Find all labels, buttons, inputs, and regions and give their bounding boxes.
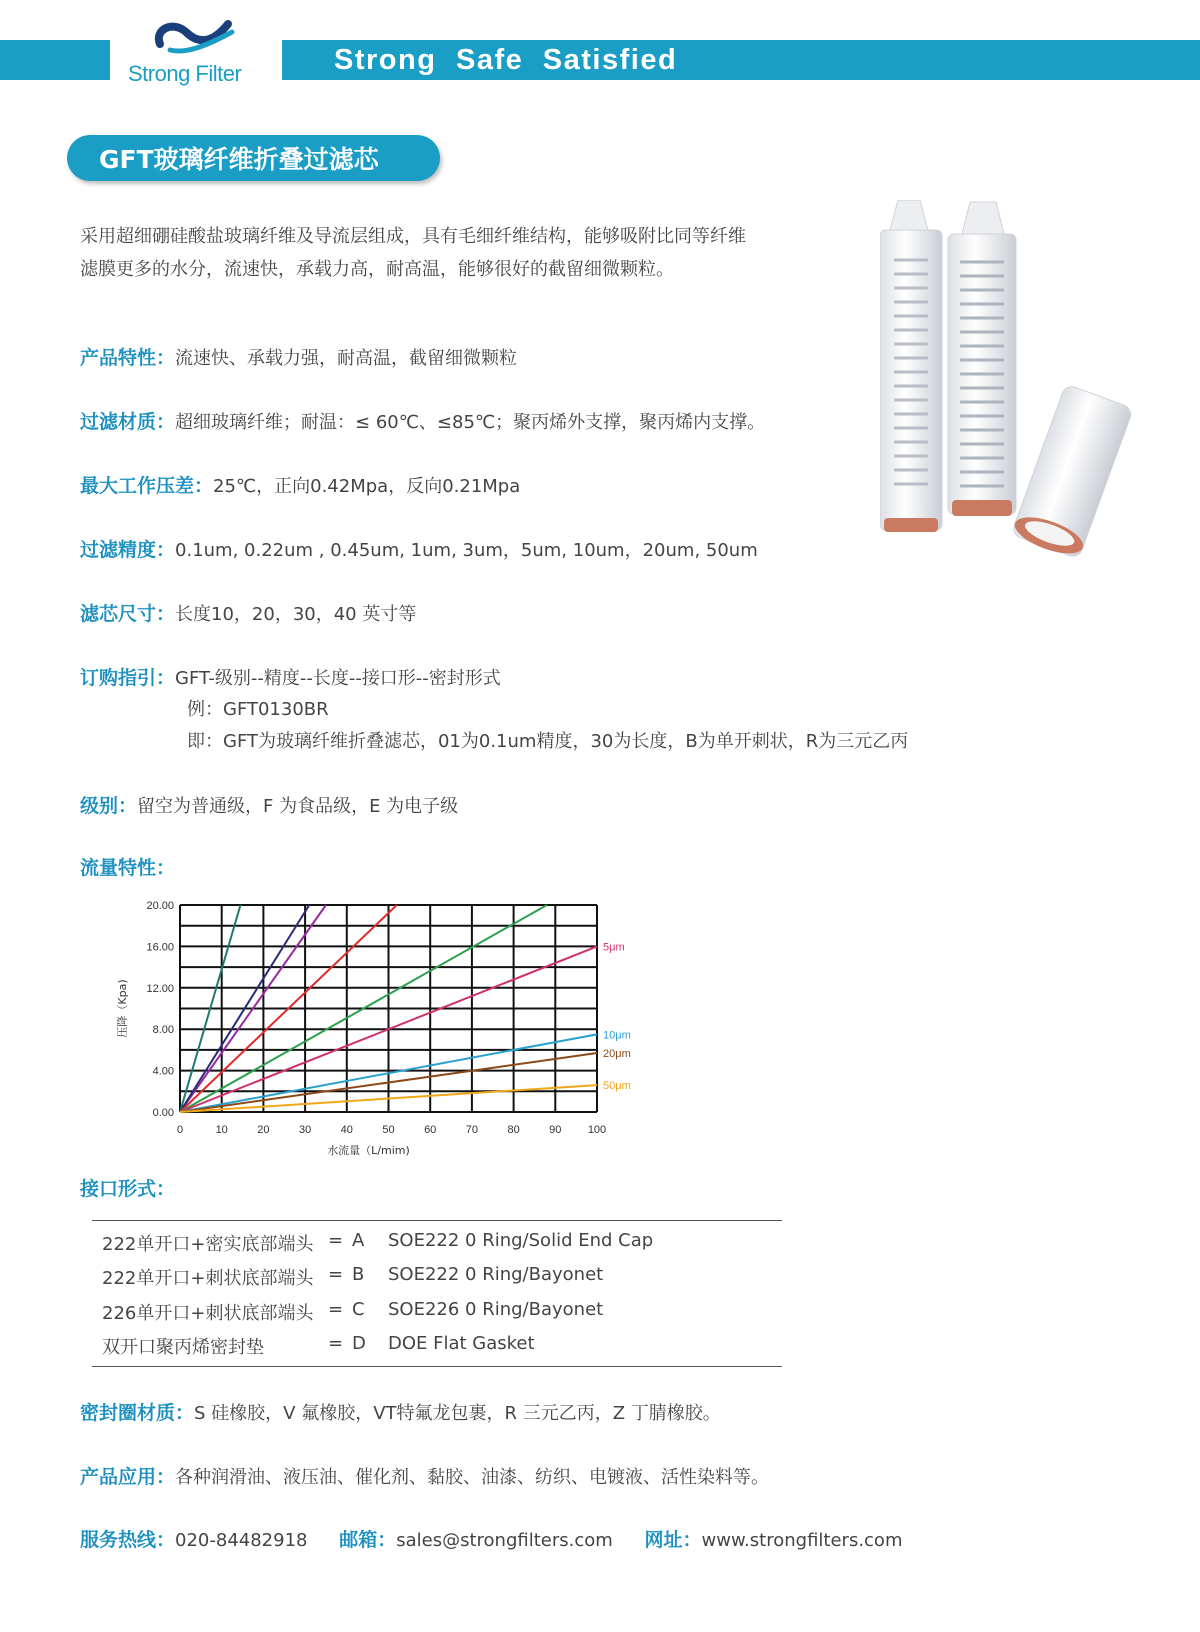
seal-label: 密封圈材质： <box>80 1402 195 1424</box>
features-row <box>80 343 517 370</box>
pressure-value: 25℃，正向0.42Mpa，反向0.21Mpa <box>213 476 521 497</box>
seal-row <box>80 1398 721 1425</box>
series-label: 10μm <box>603 1029 631 1042</box>
x-tick-label: 90 <box>549 1124 562 1136</box>
interface-en: SOE222 0 Ring/Solid End Cap <box>388 1230 654 1251</box>
filter-cartridge-image <box>880 200 1150 570</box>
interface-cn: 双开口聚丙烯密封垫 <box>102 1337 264 1358</box>
y-tick-label: 20.00 <box>146 900 174 912</box>
order-value: GFT-级别--精度--长度--接口形--密封形式 <box>175 668 501 689</box>
flow-chart <box>112 900 672 1210</box>
order-explain: 即：GFT为玻璃纤维折叠滤芯，01为0.1um精度，30为长度，B为单开刺状，R为三元乙丙 <box>187 731 909 752</box>
interface-eq: = <box>328 1299 344 1320</box>
y-tick-label: 12.00 <box>146 982 174 995</box>
interface-cn: 222单开口+密实底部端头 <box>102 1234 314 1255</box>
x-tick-label: 100 <box>587 1124 607 1136</box>
x-tick-label: 20 <box>257 1124 270 1136</box>
order-label: 订购指引： <box>80 667 176 689</box>
y-axis-label: 压降（Kpa) <box>116 979 129 1038</box>
series-label: 50μm <box>603 1080 631 1093</box>
y-tick-label: 4.00 <box>152 1065 174 1078</box>
interface-cn: 226单开口+刺状底部端头 <box>102 1303 314 1324</box>
x-tick-label: 10 <box>215 1124 228 1136</box>
size-row <box>80 599 416 626</box>
phone-value[interactable]: 020-84482918 <box>175 1530 308 1551</box>
grade-label: 级别： <box>80 795 138 817</box>
features-label: 产品特性： <box>80 347 176 369</box>
x-tick-label: 70 <box>465 1124 479 1136</box>
interface-code: D <box>352 1333 366 1354</box>
interface-eq: = <box>328 1264 344 1285</box>
header-band <box>282 40 1200 80</box>
material-row <box>80 407 765 434</box>
interface-eq: = <box>328 1230 344 1251</box>
size-value: 长度10，20，30，40 英寸等 <box>175 604 417 625</box>
email-link[interactable]: sales@strongfilters.com <box>396 1530 613 1551</box>
series-label: 20μm <box>603 1048 631 1061</box>
precision-label: 过滤精度： <box>80 539 176 561</box>
material-label: 过滤材质： <box>80 411 176 433</box>
brand-logo[interactable] <box>128 14 268 90</box>
interface-en: SOE226 0 Ring/Bayonet <box>388 1299 604 1320</box>
pressure-label: 最大工作压差： <box>80 475 214 497</box>
interface-en: DOE Flat Gasket <box>388 1333 535 1354</box>
table-bottom-rule <box>92 1366 782 1367</box>
phone-label: 服务热线： <box>80 1529 176 1551</box>
order-row <box>80 663 501 690</box>
features-value: 流速快、承载力强，耐高温，截留细微颗粒 <box>175 348 518 369</box>
y-tick-label: 16.00 <box>146 941 174 954</box>
seal-value: S 硅橡胶，V 氟橡胶，VT特氟龙包裹，R 三元乙丙，Z 丁腈橡胶。 <box>194 1403 721 1424</box>
order-example: 例：GFT0130BR <box>187 699 329 720</box>
table-top-rule <box>92 1220 782 1221</box>
interface-code: C <box>352 1299 365 1320</box>
x-axis-label: 水流量（L/mim) <box>327 1144 410 1157</box>
precision-row <box>80 535 758 562</box>
size-label: 滤芯尺寸： <box>80 603 176 625</box>
x-tick-label: 30 <box>298 1124 312 1136</box>
material-value: 超细玻璃纤维；耐温：≤ 60℃、≤85℃；聚丙烯外支撑，聚丙烯内支撑。 <box>175 412 766 433</box>
tagline: Strong Safe Satisfied <box>334 43 678 76</box>
web-link[interactable]: www.strongfilters.com <box>701 1530 903 1551</box>
x-tick-label: 0 <box>176 1124 184 1136</box>
contact-row <box>80 1525 902 1552</box>
x-tick-label: 60 <box>424 1124 437 1136</box>
interface-cn: 222单开口+刺状底部端头 <box>102 1268 314 1289</box>
interface-eq: = <box>328 1333 344 1354</box>
y-tick-label: 8.00 <box>152 1024 174 1037</box>
x-tick-label: 80 <box>507 1124 520 1136</box>
pressure-row <box>80 471 520 498</box>
interface-en: SOE222 0 Ring/Bayonet <box>388 1264 604 1285</box>
email-label: 邮箱： <box>339 1529 397 1551</box>
logo-swirl-icon <box>150 14 240 58</box>
y-tick-label: 0.00 <box>152 1107 174 1119</box>
interface-section-label: 接口形式： <box>80 1178 176 1200</box>
x-tick-label: 40 <box>340 1124 353 1136</box>
intro-paragraph: 采用超细硼硅酸盐玻璃纤维及导流层组成，具有毛细纤维结构，能够吸附比同等纤维滤膜更多的水分，流速快，承载力高，耐高温，能够很好的截留细微颗粒。 <box>80 226 746 280</box>
flow-section-label: 流量特性： <box>80 857 176 879</box>
application-value: 各种润滑油、液压油、催化剂、黏胶、油漆、纺织、电镀液、活性染料等。 <box>175 1467 770 1488</box>
series-label: 5μm <box>603 941 625 954</box>
precision-value: 0.1um, 0.22um , 0.45um, 1um, 3um，5um, 10um，20um, 50um <box>175 540 758 561</box>
grade-row <box>80 791 458 818</box>
brand-name: Strong Filter <box>128 61 242 86</box>
x-tick-label: 50 <box>382 1124 395 1136</box>
interface-code: B <box>352 1264 365 1285</box>
header-band-left <box>0 40 110 80</box>
grade-value: 留空为普通级，F 为食品级，E 为电子级 <box>137 796 459 817</box>
application-row <box>80 1462 769 1489</box>
application-label: 产品应用： <box>80 1466 176 1488</box>
web-label: 网址： <box>644 1529 702 1551</box>
interface-code: A <box>352 1230 365 1251</box>
page-title: GFT玻璃纤维折叠过滤芯 <box>67 135 440 181</box>
